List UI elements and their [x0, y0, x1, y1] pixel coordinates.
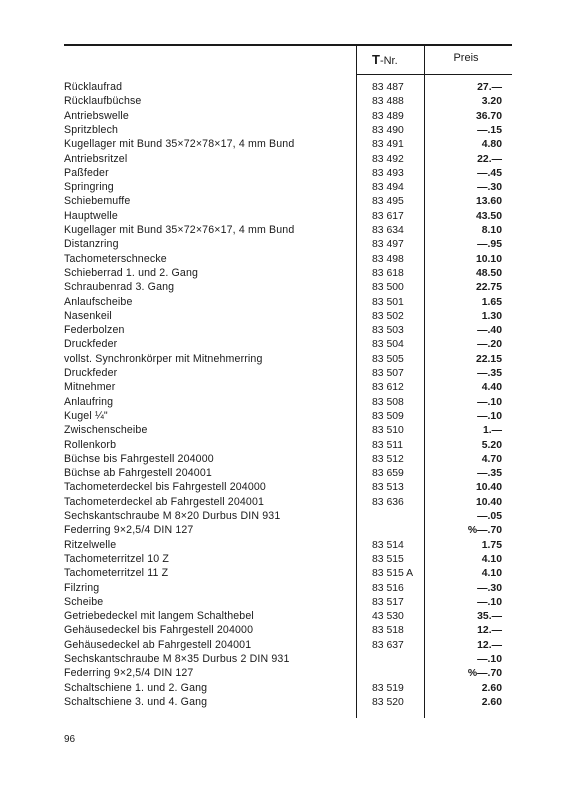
- part-number: 83 491: [372, 139, 404, 151]
- table-row: [0, 180, 565, 195]
- part-description: Scheibe: [64, 595, 104, 608]
- part-number: 83 508: [372, 396, 404, 408]
- table-row: [0, 480, 565, 495]
- table-row: [0, 137, 565, 152]
- part-price: —.35: [477, 368, 502, 379]
- part-description: Rollenkorb: [64, 438, 117, 451]
- part-number: 83 497: [372, 239, 404, 251]
- part-description: Schieberrad 1. und 2. Gang: [64, 266, 199, 279]
- part-price: 1.65: [481, 296, 502, 308]
- part-number: 83 514: [372, 539, 404, 551]
- part-description: Anlaufscheibe: [64, 295, 133, 308]
- part-price: 22.—: [477, 153, 502, 165]
- part-description: Sechskantschraube M 8×20 Durbus DIN 931: [64, 510, 281, 522]
- table-row: [0, 581, 565, 596]
- table-row: [0, 566, 565, 581]
- part-number: 83 510: [372, 425, 404, 437]
- part-price: 8.10: [481, 225, 502, 236]
- part-description: Kugel ¼": [64, 409, 108, 422]
- part-number: 83 513: [372, 482, 404, 494]
- part-number: 83 634: [372, 225, 404, 236]
- part-price: 4.10: [481, 568, 502, 580]
- part-description: Nasenkeil: [64, 309, 112, 322]
- part-description: Schaltschiene 3. und 4. Gang: [64, 695, 208, 708]
- part-price: 10.40: [475, 482, 502, 494]
- part-price: —.10: [477, 396, 502, 408]
- table-row: [0, 323, 565, 338]
- part-description: Gehäusedeckel bis Fahrgestell 204000: [64, 624, 254, 637]
- table-row: [0, 123, 565, 138]
- part-description: Tachometerschnecke: [64, 252, 167, 265]
- part-description: Büchse bis Fahrgestell 204000: [64, 452, 214, 465]
- part-number: 83 515 A: [372, 568, 414, 580]
- part-description: Anlaufring: [64, 395, 114, 408]
- part-price: 43.50: [475, 210, 502, 222]
- table-row: [0, 495, 565, 510]
- part-number: 83 509: [372, 410, 404, 422]
- part-number: 83 612: [372, 382, 404, 394]
- part-description: Schaltschiene 1. und 2. Gang: [64, 681, 208, 694]
- part-description: Hauptwelle: [64, 209, 118, 222]
- part-price: 13.60: [475, 196, 502, 208]
- part-price: —.95: [477, 239, 502, 251]
- part-number: 83 617: [372, 210, 404, 222]
- part-price: —.05: [477, 511, 502, 522]
- table-row: [0, 223, 565, 238]
- part-number: 83 512: [372, 453, 404, 465]
- part-price: %—.70: [467, 525, 502, 537]
- part-price: 1.—: [482, 425, 502, 437]
- table-row: [0, 166, 565, 181]
- part-description: Mitnehmer: [64, 381, 116, 394]
- part-number: 83 659: [372, 468, 404, 480]
- part-description: Schiebemuffe: [64, 195, 131, 208]
- part-number: 83 495: [372, 196, 404, 208]
- part-number: 83 511: [372, 439, 404, 451]
- part-number: 83 500: [372, 282, 404, 294]
- part-description: Druckfeder: [64, 338, 118, 351]
- table-row: [0, 395, 565, 410]
- part-number: 43 530: [372, 611, 404, 623]
- part-price: 1.75: [481, 539, 502, 551]
- table-row: [0, 237, 565, 252]
- table-row: [0, 295, 565, 310]
- part-description: Federring 9×2,5/4 DIN 127: [64, 524, 194, 537]
- part-description: Antriebsritzel: [64, 152, 128, 165]
- part-price: —.10: [477, 654, 502, 665]
- part-number: 83 493: [372, 167, 404, 179]
- part-description: Schraubenrad 3. Gang: [64, 281, 175, 294]
- part-number: 83 503: [372, 325, 404, 337]
- part-price: 12.—: [477, 625, 502, 637]
- part-description: Getriebedeckel mit langem Schalthebel: [64, 610, 254, 623]
- part-price: —.30: [477, 182, 502, 194]
- table-row: [0, 638, 565, 653]
- part-description: Federbolzen: [64, 324, 125, 337]
- part-number: 83 504: [372, 339, 404, 351]
- table-row: [0, 609, 565, 624]
- top-rule: [64, 44, 512, 46]
- part-number: 83 489: [372, 110, 404, 122]
- table-row: [0, 552, 565, 567]
- part-description: Springring: [64, 181, 114, 194]
- page-number: 96: [64, 734, 76, 745]
- part-description: Kugellager mit Bund 35×72×76×17, 4 mm Bund: [64, 224, 295, 236]
- table-row: [0, 423, 565, 438]
- part-number: 83 487: [372, 82, 404, 93]
- part-price: 22.15: [475, 353, 502, 365]
- part-description: Gehäusedeckel ab Fahrgestell 204001: [64, 638, 252, 651]
- part-number: 83 507: [372, 368, 404, 379]
- part-description: Sechskantschraube M 8×35 Durbus 2 DIN 931: [64, 653, 290, 665]
- part-price: 2.60: [481, 696, 502, 708]
- part-description: Filzring: [64, 581, 100, 594]
- part-description: Tachometerritzel 11 Z: [64, 567, 169, 580]
- part-description: Spritzblech: [64, 123, 119, 136]
- part-number: 83 490: [372, 124, 404, 136]
- table-row: [0, 309, 565, 324]
- part-number-header: T-Nr.: [372, 52, 398, 67]
- part-number: 83 492: [372, 153, 404, 165]
- part-price: 27.—: [477, 82, 502, 93]
- table-row: [0, 509, 565, 524]
- table-row: [0, 666, 565, 681]
- part-description: Zwischenscheibe: [64, 424, 148, 437]
- part-number: 83 505: [372, 353, 404, 365]
- part-price: 2.60: [481, 682, 502, 694]
- table-row: [0, 366, 565, 381]
- part-price: 35.—: [477, 611, 502, 623]
- part-description: Tachometerritzel 10 Z: [64, 552, 170, 565]
- part-description: Federring 9×2,5/4 DIN 127: [64, 667, 194, 680]
- part-number: 83 515: [372, 553, 404, 565]
- part-price: —.20: [477, 339, 502, 351]
- table-row: [0, 252, 565, 267]
- table-row: [0, 280, 565, 295]
- part-price: 12.—: [477, 639, 502, 651]
- part-description: Büchse ab Fahrgestell 204001: [64, 467, 212, 480]
- table-row: [0, 681, 565, 696]
- table-row: [0, 695, 565, 710]
- table-row: [0, 623, 565, 638]
- part-number: 83 518: [372, 625, 404, 637]
- part-number: 83 488: [372, 96, 404, 108]
- table-row: [0, 409, 565, 424]
- part-price: 48.50: [475, 267, 502, 279]
- header-rule: [356, 74, 512, 75]
- part-number: 83 516: [372, 582, 404, 594]
- part-number: 83 517: [372, 596, 404, 608]
- part-price: 4.40: [481, 382, 502, 394]
- table-row: [0, 209, 565, 224]
- part-number: 83 498: [372, 253, 404, 265]
- table-row: [0, 438, 565, 453]
- part-price: 10.40: [475, 496, 502, 508]
- part-number: 83 636: [372, 496, 404, 508]
- part-description: Rücklaufrad: [64, 81, 123, 93]
- table-row: [0, 466, 565, 481]
- part-number: 83 494: [372, 182, 404, 194]
- part-price: %—.70: [467, 668, 502, 680]
- table-row: [0, 452, 565, 467]
- part-price: 4.80: [481, 139, 502, 151]
- table-row: [0, 538, 565, 553]
- table-row: [0, 194, 565, 209]
- table-row: [0, 337, 565, 352]
- table-row: [0, 352, 565, 367]
- price-header: Preis: [453, 52, 479, 64]
- table-row: [0, 109, 565, 124]
- part-number: 83 520: [372, 696, 404, 708]
- part-description: Ritzelwelle: [64, 538, 117, 551]
- table-row: [0, 652, 565, 667]
- part-number: 83 501: [372, 296, 404, 308]
- table-row: [0, 380, 565, 395]
- part-description: Druckfeder: [64, 367, 118, 379]
- part-price: 36.70: [475, 110, 502, 122]
- part-description: Distanzring: [64, 238, 119, 251]
- part-price: 3.20: [481, 96, 502, 108]
- table-row: [0, 266, 565, 281]
- part-number: 83 519: [372, 682, 404, 694]
- table-row: [0, 94, 565, 109]
- table-row: [0, 523, 565, 538]
- table-row: [0, 152, 565, 167]
- part-price: —.15: [477, 124, 502, 136]
- table-row: [0, 595, 565, 610]
- part-description: Paßfeder: [64, 166, 109, 179]
- part-description: Rücklaufbüchse: [64, 95, 142, 108]
- part-price: —.10: [477, 410, 502, 422]
- part-price: 4.70: [481, 453, 502, 465]
- part-description: Tachometerdeckel bis Fahrgestell 204000: [64, 481, 266, 494]
- table-row: [0, 80, 565, 95]
- part-price: —.45: [477, 167, 502, 179]
- part-description: Tachometerdeckel ab Fahrgestell 204001: [64, 495, 265, 508]
- part-description: vollst. Synchronkörper mit Mitnehmerring: [64, 352, 263, 365]
- part-price: —.10: [477, 596, 502, 608]
- part-price: —.40: [477, 325, 502, 337]
- part-price: 5.20: [481, 439, 502, 451]
- part-number: 83 618: [372, 267, 404, 279]
- part-price: —.35: [477, 468, 502, 480]
- part-price: 4.10: [481, 553, 502, 565]
- part-price: —.30: [477, 582, 502, 594]
- part-description: Antriebswelle: [64, 109, 129, 122]
- part-price: 1.30: [481, 310, 502, 322]
- part-number: 83 637: [372, 639, 404, 651]
- part-description: Kugellager mit Bund 35×72×78×17, 4 mm Bund: [64, 138, 295, 151]
- part-price: 22.75: [475, 282, 502, 294]
- part-number: 83 502: [372, 310, 404, 322]
- part-price: 10.10: [475, 253, 502, 265]
